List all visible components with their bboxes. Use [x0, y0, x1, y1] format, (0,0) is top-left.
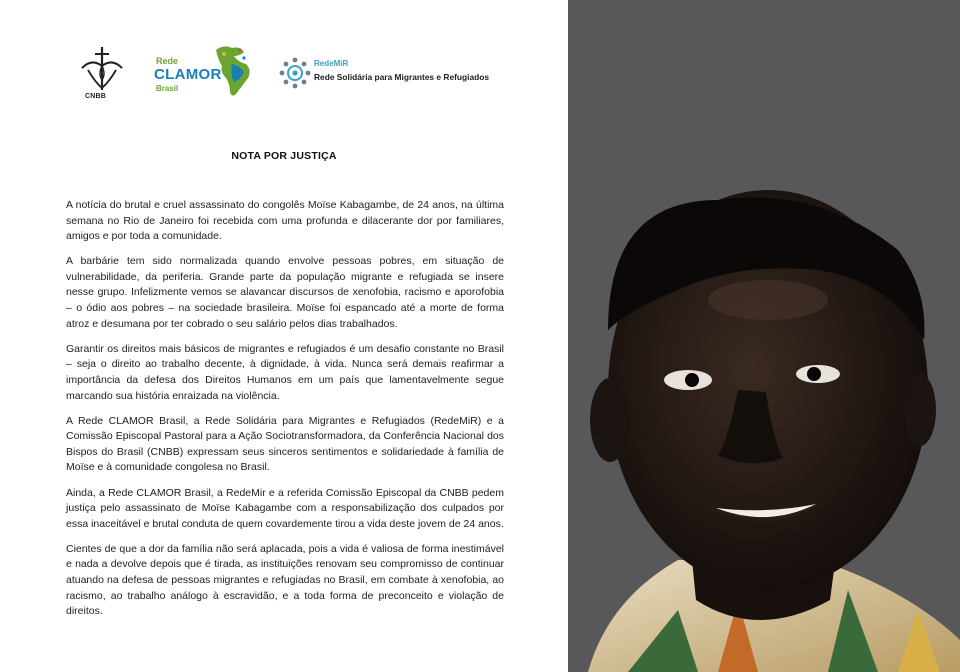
clamor-name: CLAMOR: [154, 66, 222, 83]
clamor-rede-label: Rede: [156, 56, 179, 66]
latin-america-map-icon: [210, 42, 254, 100]
people-circle-icon: [278, 56, 312, 90]
portrait-photo: [568, 0, 960, 672]
logo-strip: [78, 40, 518, 104]
redemir-full-name: Rede Solidária para Migrantes e Refugiados: [314, 72, 489, 82]
redemir-short-name: RedeMiR: [314, 59, 349, 68]
paragraph: Cientes de que a dor da família não será aplacada, pois a vida é valiosa de forma inestimável e nada a devolve depois que é tirada, as instituições renovam seu compromisso de continuar atuando na defesa de pessoas migrantes e refugiadas no Brasil, em combate à xenofobia, ao racismo, ao trabalho análogo à escravidão, e a toda forma de preconceito e violação de direitos.: [66, 542, 504, 618]
paragraph: A notícia do brutal e cruel assassinato do congolês Moïse Kabagambe, de 24 anos, na última semana no Rio de Janeiro foi recebida com uma profunda e dilacerante dor por familiares, amigos e por toda a comunidade.: [66, 199, 504, 243]
paragraph: Ainda, a Rede CLAMOR Brasil, a RedeMir e a referida Comissão Episcopal da CNBB pedem justiça pelo assassinato de Moïse Kabagambe com a responsabilização dos culpados por essa inaceitável e brutal conduta de quem covardemente tirou a vida deste jovem de 24 anos.: [66, 486, 504, 530]
clamor-country: Brasil: [156, 84, 179, 93]
paragraph: Garantir os direitos mais básicos de migrantes e refugiados é um desafio constante no Brasil – seja o direito ao trabalho decente, à dignidade, à vida. Nunca será demais reafirmar a importância da defesa dos Direitos Humanos em um país que lamentavelmente segue marcando sua história enraizada na violência.: [66, 342, 504, 402]
dove-cross-icon: [78, 44, 126, 94]
redemir-logo: [278, 56, 518, 92]
document-title: NOTA POR JUSTIÇA: [231, 150, 337, 162]
paragraph: A barbárie tem sido normalizada quando envolve pessoas pobres, em situação de vulnerabilidade, da periferia. Grande parte da população migrante e refugiada se insere nesse grupo. Infelizmente vemos se alavancar discursos de xenofobia, racismo e aporofobia – o ódio aos pobres – na sociedade brasileira. Moïse foi espancado até a morte de forma atroz e desumana por ter cobrado o seu salário pelos dias trabalhados.: [66, 255, 504, 330]
clamor-logo: [154, 40, 254, 102]
paragraph: A Rede CLAMOR Brasil, a Rede Solidária para Migrantes e Refugiados (RedeMiR) e a Comissão Episcopal Pastoral para a Ação Sociotransformadora, da Conferência Nacional dos Bispos do Brasil (CNBB) expressam seus sinceros sentimentos e solidariedade à família de Moïse e à comunidade congolesa no Brasil.: [66, 414, 504, 474]
document-body: [66, 198, 504, 629]
cnbb-logo: [78, 44, 126, 102]
cnbb-label: CNBB: [85, 93, 107, 100]
portrait-panel: [568, 0, 960, 672]
